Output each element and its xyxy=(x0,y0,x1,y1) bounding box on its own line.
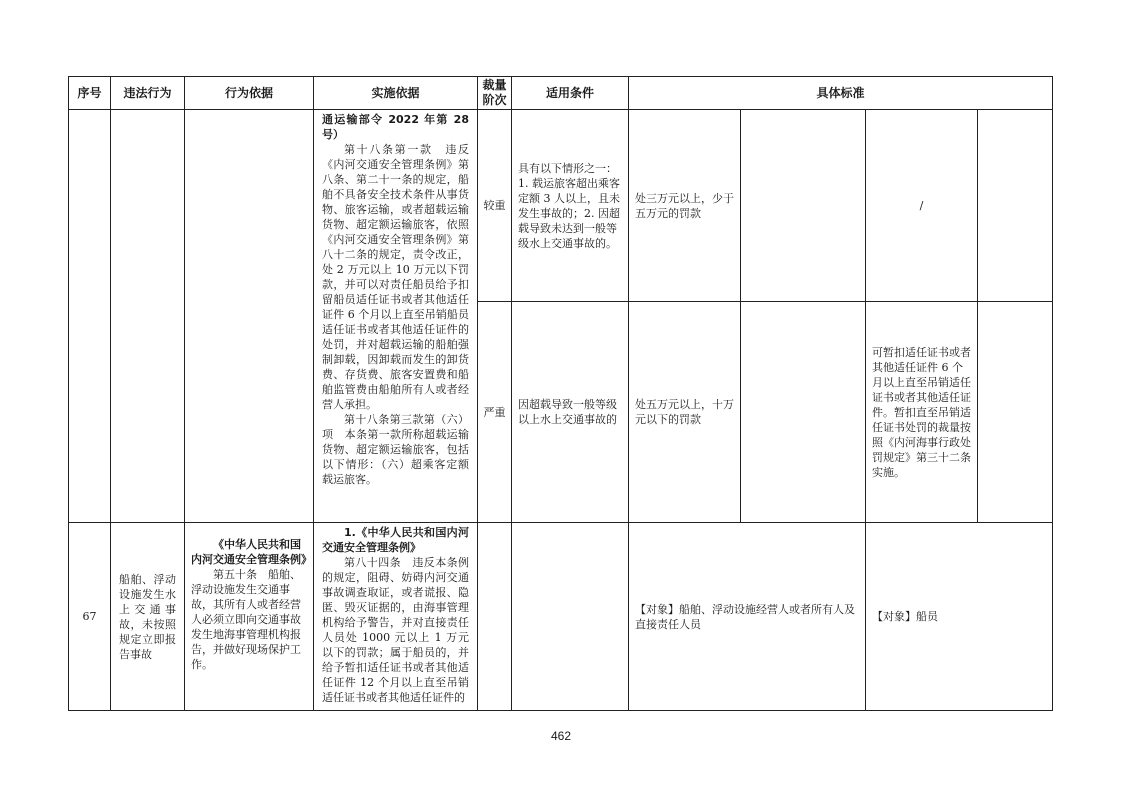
violation-cell: 船舶、浮动设施发生水上交通事故，未按照规定立即报告事故 xyxy=(111,523,185,711)
header-conditions: 适用条件 xyxy=(512,77,629,110)
penalty-standard-table xyxy=(68,76,1053,711)
standard-cell: 处五万元以上，十万元以下的罚款 xyxy=(629,302,741,523)
seq-cell-empty xyxy=(69,110,111,523)
implementation-heading: 通运输部令 2022 年第 28 号） xyxy=(322,113,469,141)
header-violation: 违法行为 xyxy=(111,77,185,110)
header-standard: 具体标准 xyxy=(629,77,1053,110)
condition-cell: 具有以下情形之一：1. 载运旅客超出乘客定额 3 人以上，且未发生事故的；2. 因超载导致未达到一般等级水上交通事故的。 xyxy=(512,110,629,302)
standard-note-cell: 可暂扣适任证书或者其他适任证件 6 个月以上直至吊销适任证书或者其他适任证件。暂扣直至吊销适任证书处罚的裁量按照《内河海事行政处罚规定》第三十二条实施。 xyxy=(866,302,978,523)
condition-cell-empty xyxy=(512,523,629,711)
level-cell-empty xyxy=(478,523,512,711)
standard-object-cell: 【对象】船舶、浮动设施经营人或者所有人及直接责任人员 xyxy=(629,523,866,711)
header-seq: 序号 xyxy=(69,77,111,110)
basis-cell xyxy=(185,523,314,711)
standard-cell-empty xyxy=(978,110,1053,302)
table-row xyxy=(69,523,1053,711)
basis-cell-empty xyxy=(185,110,314,523)
header-discretion-level: 裁量阶次 xyxy=(478,77,512,110)
seq-cell: 67 xyxy=(69,523,111,711)
table-header-row xyxy=(69,77,1053,110)
implementation-cell xyxy=(314,110,478,523)
implementation-cell xyxy=(314,523,478,711)
level-cell: 较重 xyxy=(478,110,512,302)
header-basis: 行为依据 xyxy=(185,77,314,110)
implementation-paragraph: 第十八条第一款 违反《内河交通安全管理条例》第八条、第二十一条的规定，船舶不具备安全技术条件从事货物、旅客运输，或者超载运输货物、超定额运输旅客，依照《内河交通安全管理条例》第八十二条的规定，责令改正，处 2 万元以上 10 万元以下罚款，并可以对责任船员给予扣留船员适任证书或者其他适任证件 6 个月以上直至吊销船员适任证书或者其他适任证件的处罚，并对超载运输的船舶强制卸载，因卸载而发生的卸货费、存货费、旅客安置费和船舶监管费由船舶所有人或者经营人承担。 xyxy=(322,143,469,411)
standard-object-cell: 【对象】船员 xyxy=(866,523,1053,711)
implementation-heading: 1.《中华人民共和国内河交通安全管理条例》 xyxy=(322,526,469,554)
basis-paragraph: 第五十条 船舶、浮动设施发生交通事故，其所有人或者经营人必须立即向交通事故发生地海事管理机构报告，并做好现场保护工作。 xyxy=(191,568,301,671)
standard-cell: 处三万元以上，少于五万元的罚款 xyxy=(629,110,741,302)
implementation-paragraph: 第十八条第三款第（六）项 本条第一款所称超载运输货物、超定额运输旅客，包括以下情形：（六）超乘客定额载运旅客。 xyxy=(322,413,469,486)
basis-heading: 《中华人民共和国内河交通安全管理条例》 xyxy=(191,538,312,566)
level-cell: 严重 xyxy=(478,302,512,523)
implementation-paragraph: 第八十四条 违反本条例的规定，阻碍、妨碍内河交通事故调查取证，或者谎报、隐匿、毁灭证据的，由海事管理机构给予警告，并对直接责任人员处 1000 元以上 1 万元以下的罚款；属于船员的，并给予暂扣适任证书或者其他适任证件 12 个月以上直至吊销适任证书或者其他适任证件的 xyxy=(322,556,469,704)
standard-cell-empty xyxy=(741,302,866,523)
header-implementation: 实施依据 xyxy=(314,77,478,110)
violation-cell-empty xyxy=(111,110,185,523)
table-row xyxy=(69,110,1053,302)
standard-cell-empty xyxy=(741,110,866,302)
standard-slash-cell: / xyxy=(866,110,978,302)
standard-cell-empty xyxy=(978,302,1053,523)
page-number: 462 xyxy=(550,729,572,743)
condition-cell: 因超载导致一般等级以上水上交通事故的 xyxy=(512,302,629,523)
